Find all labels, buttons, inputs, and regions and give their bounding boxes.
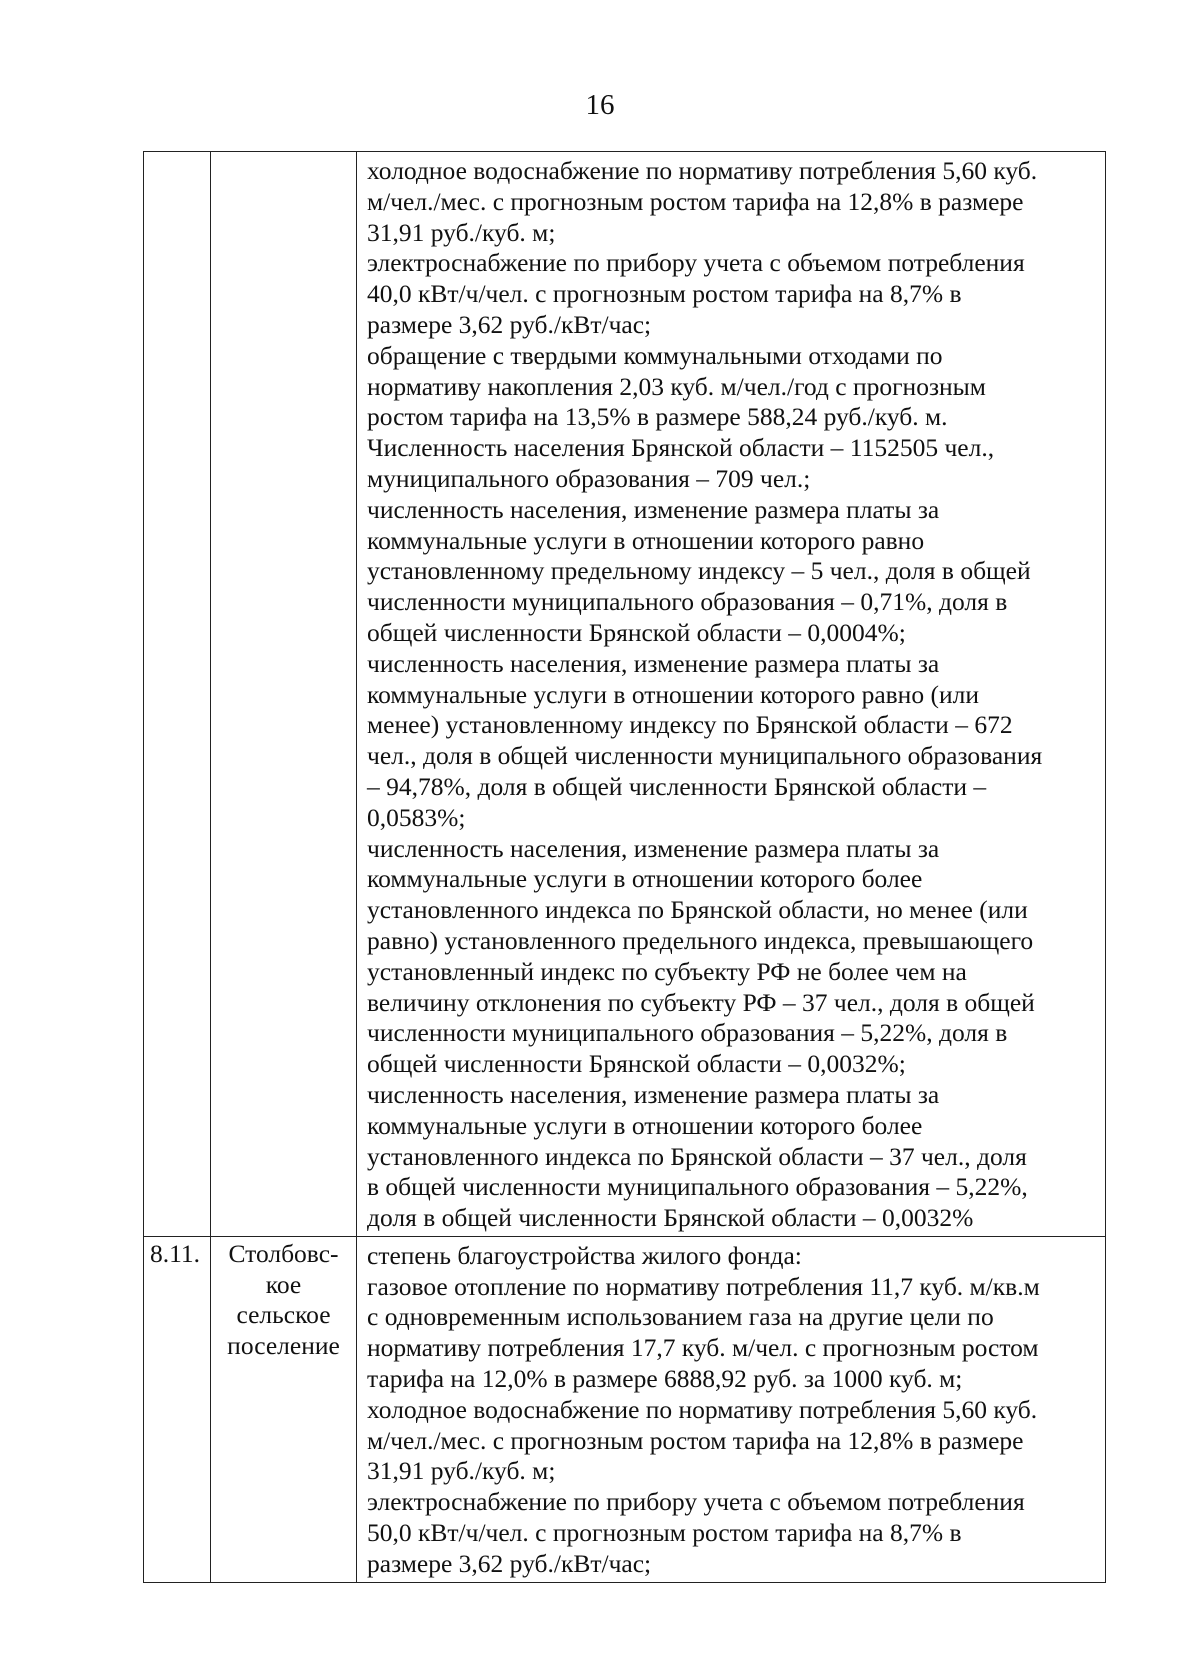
description-line: общей численности Брянской области – 0,0032%; [367, 1049, 906, 1079]
table-row [144, 152, 1106, 1237]
description-line: нормативу потребления 17,7 куб. м/чел. с прогнозным ростом [367, 1333, 1039, 1363]
description-line: 40,0 кВт/ч/чел. с прогнозным ростом тарифа на 8,7% в [367, 279, 962, 309]
description-line: коммунальные услуги в отношении которого более [367, 864, 923, 894]
description-line: коммунальные услуги в отношении которого равно [367, 525, 925, 555]
description-line: равно) установленного предельного индекса, превышающего [367, 925, 1034, 955]
description-line: электроснабжение по прибору учета с объемом потребления [367, 1487, 1025, 1517]
description-line: численность населения, изменение размера платы за [367, 1079, 940, 1109]
description-line: численность населения, изменение размера платы за [367, 648, 940, 678]
page-number: 16 [585, 89, 615, 121]
description-line: чел., доля в общей численности муниципального образования [367, 741, 1043, 771]
description-line: нормативу накопления 2,03 куб. м/чел./год с прогнозным [367, 371, 986, 401]
description-line: общей численности Брянской области – 0,0004%; [367, 617, 906, 647]
description-line: газовое отопление по нормативу потребления 11,7 куб. м/кв.м [367, 1271, 1040, 1301]
description-line: холодное водоснабжение по нормативу потребления 5,60 куб. [367, 1394, 1038, 1424]
description-line: установленного индекса по Брянской области, но менее (или [367, 895, 1028, 925]
row-number-cell: 8.11. [144, 1236, 211, 1582]
municipality-name-cell [211, 152, 357, 1237]
description-line: – 94,78%, доля в общей численности Брянской области – [367, 771, 987, 801]
description-line: численности муниципального образования – 5,22%, доля в [367, 1018, 1008, 1048]
description-line: размере 3,62 руб./кВт/час; [367, 309, 652, 339]
description-line: коммунальные услуги в отношении которого равно (или [367, 679, 979, 709]
description-line: установленный индекс по субъекту РФ не более чем на [367, 956, 967, 986]
description-line: 0,0583%; [367, 802, 466, 832]
row-number-cell [144, 152, 211, 1237]
description-line: муниципального образования – 709 чел.; [367, 463, 811, 493]
municipality-name-cell [211, 1236, 357, 1582]
description-line: с одновременным использованием газа на другие цели по [367, 1302, 994, 1332]
description-line: численность населения, изменение размера платы за [367, 494, 940, 524]
description-line: размере 3,62 руб./кВт/час; [367, 1548, 652, 1578]
description-line: электроснабжение по прибору учета с объемом потребления [367, 248, 1025, 278]
municipality-name-line: Столбовс- [228, 1238, 339, 1268]
description-line: м/чел./мес. с прогнозным ростом тарифа на 12,8% в размере [367, 186, 1024, 216]
description-line: коммунальные услуги в отношении которого более [367, 1110, 923, 1140]
description-line: численность населения, изменение размера платы за [367, 833, 940, 863]
description-line: 50,0 кВт/ч/чел. с прогнозным ростом тарифа на 8,7% в [367, 1518, 962, 1548]
description-line: Численность населения Брянской области – 1152505 чел., [367, 433, 995, 463]
description-line: доля в общей численности Брянской области – 0,0032% [367, 1203, 974, 1233]
description-cell [357, 1236, 1106, 1582]
table-body [144, 152, 1106, 1583]
description-line: ростом тарифа на 13,5% в размере 588,24 руб./куб. м. [367, 402, 948, 432]
description-line: установленного индекса по Брянской области – 37 чел., доля [367, 1141, 1027, 1171]
description-line: в общей численности муниципального образования – 5,22%, [367, 1172, 1028, 1202]
description-line: обращение с твердыми коммунальными отходами по [367, 340, 943, 370]
description-line: 31,91 руб./куб. м; [367, 1456, 556, 1486]
table-row [144, 1236, 1106, 1582]
description-line: установленному предельному индексу – 5 чел., доля в общей [367, 556, 1031, 586]
tariff-table [143, 151, 1106, 1583]
description-line: численности муниципального образования – 0,71%, доля в [367, 587, 1008, 617]
municipality-name-line: сельское [236, 1300, 331, 1330]
description-line: степень благоустройства жилого фонда: [367, 1240, 802, 1270]
description-cell [357, 152, 1106, 1237]
description-line: менее) установленному индексу по Брянской области – 672 [367, 710, 1013, 740]
description-line: холодное водоснабжение по нормативу потребления 5,60 куб. [367, 156, 1038, 185]
municipality-name-line: поселение [227, 1331, 340, 1361]
description-line: м/чел./мес. с прогнозным ростом тарифа на 12,8% в размере [367, 1425, 1024, 1455]
description-line: величину отклонения по субъекту РФ – 37 чел., доля в общей [367, 987, 1035, 1017]
description-line: 31,91 руб./куб. м; [367, 217, 556, 247]
municipality-name-line: кое [265, 1269, 302, 1299]
description-line: тарифа на 12,0% в размере 6888,92 руб. за 1000 куб. м; [367, 1364, 963, 1394]
